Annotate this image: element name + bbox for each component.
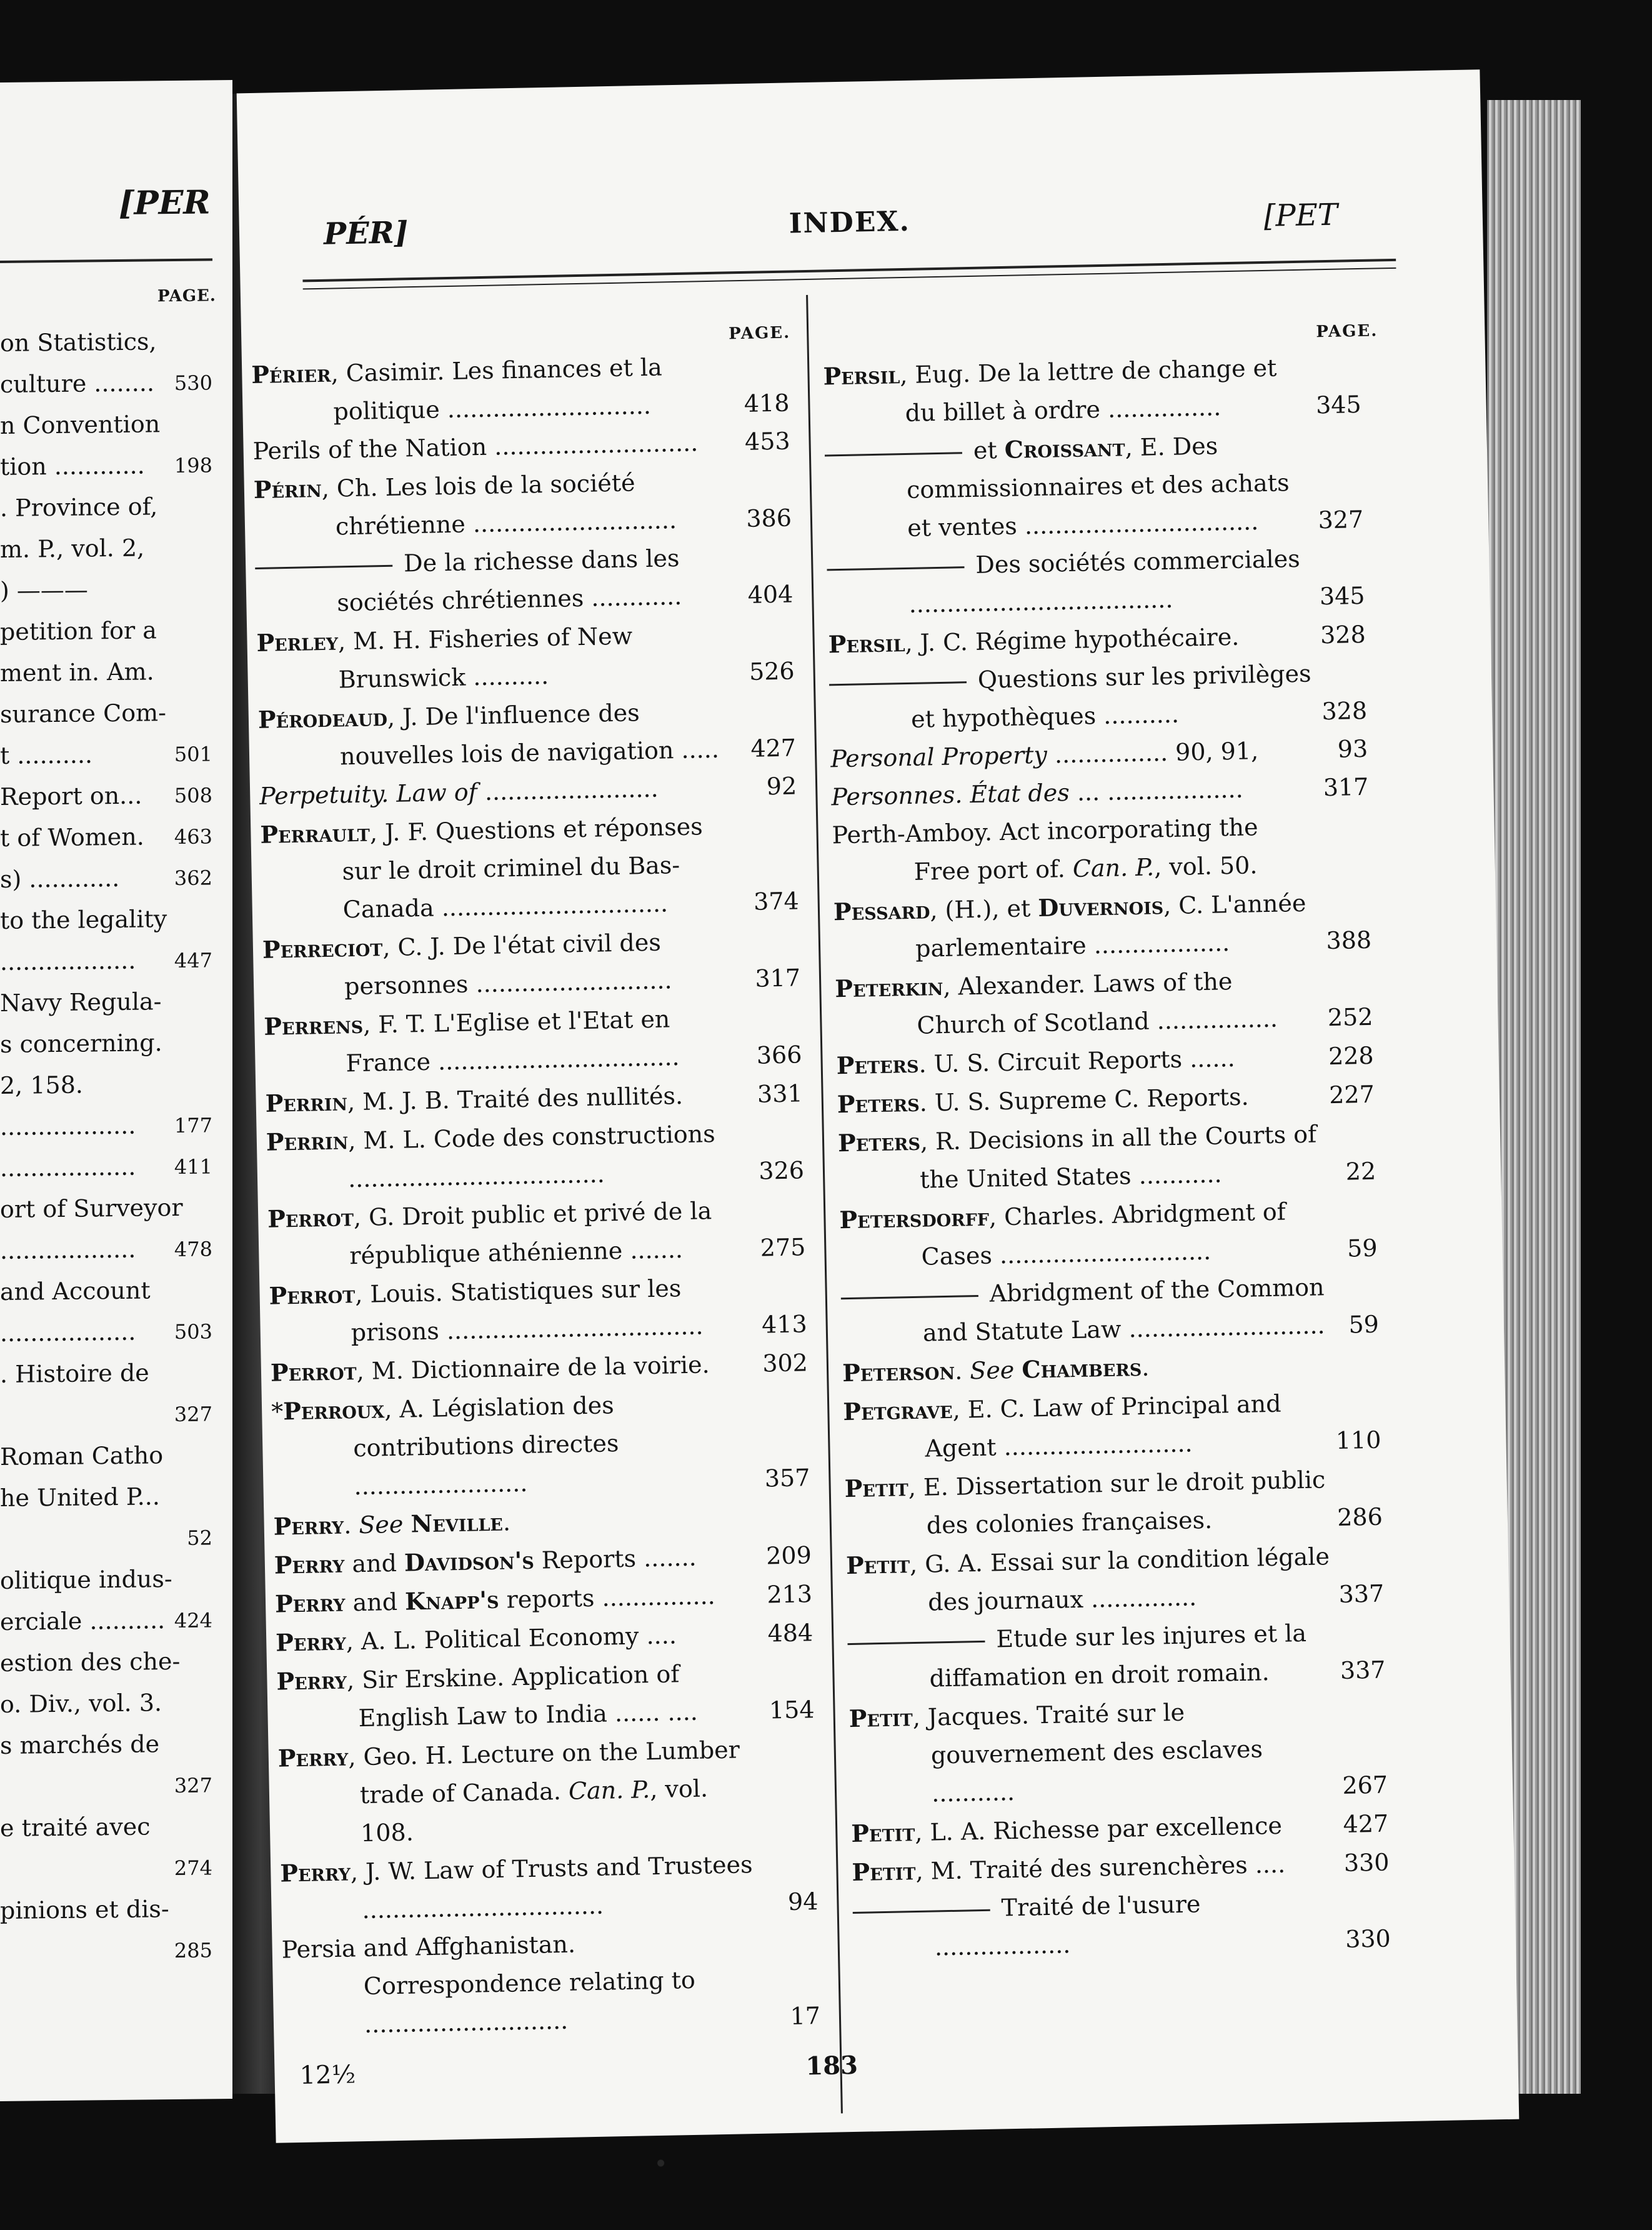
index-entry	[264, 997, 802, 1084]
index-entry-text: Des sociétés commerciales ...................................	[827, 539, 1365, 625]
left-page-line: s marchés de	[0, 1730, 160, 1759]
index-entry-page: 302	[762, 1349, 809, 1378]
left-page-line: olitique indus-	[0, 1565, 172, 1594]
index-entry-page: 345	[1319, 581, 1365, 611]
left-page-line: t ..........	[0, 741, 93, 769]
index-entry-page: 374	[753, 887, 800, 916]
index-entry	[277, 1729, 817, 1854]
index-entry	[280, 1844, 819, 1931]
index-entry-text: Périn, Ch. Les lois de la société chrétienne ...........................	[253, 469, 677, 541]
index-entry-text: Peters. U. S. Supreme C. Reports.	[837, 1082, 1249, 1119]
left-page-line: 2, 158.	[0, 1071, 83, 1099]
index-entry	[840, 1268, 1379, 1354]
left-page-line-page: 478	[174, 1237, 212, 1262]
index-entry-page: 213	[767, 1580, 813, 1609]
left-page-line: culture ........	[0, 369, 155, 398]
left-page-line: . Histoire de	[0, 1359, 149, 1388]
index-entry	[846, 1536, 1385, 1623]
index-entry	[823, 347, 1361, 434]
left-page-line-page: 285	[174, 1938, 212, 1963]
left-page-line: on Statistics,	[0, 328, 157, 357]
index-entry-text: Peters, R. Decisions in all the Courts of the United States ...........	[837, 1120, 1317, 1194]
left-page-line-page: 447	[174, 948, 212, 973]
index-entry	[262, 920, 800, 1007]
index-entry-text: Peterson. See Chambers.	[842, 1352, 1150, 1388]
index-entry-text: Petit, M. Traité des surenchères ....	[852, 1850, 1286, 1887]
index-entry-page: 92	[766, 772, 797, 801]
left-page-line: ..................	[0, 1152, 136, 1182]
index-entry-text: Perrot, G. Droit public et privé de la république athénienne .......	[267, 1197, 712, 1270]
index-entry-page: 427	[1343, 1809, 1389, 1838]
left-page-line: he United P...	[0, 1482, 160, 1512]
left-page-line: s) ............	[0, 864, 120, 893]
index-entry-text: Petit, L. A. Richesse par excellence	[850, 1811, 1283, 1848]
index-entry	[269, 1266, 807, 1353]
index-entry-page: 22	[1345, 1157, 1376, 1186]
index-entry-page: 337	[1340, 1656, 1386, 1684]
left-page-line: e traité avec	[0, 1812, 151, 1842]
left-page-page-label: PAGE.	[157, 286, 216, 306]
index-entry	[257, 690, 796, 777]
index-entry-page: 526	[749, 657, 795, 686]
index-column-left	[251, 346, 821, 2046]
index-entry	[835, 959, 1373, 1046]
index-entry-page: 252	[1327, 1002, 1373, 1032]
index-entry-text: Perpetuity. Law of .......................	[259, 774, 659, 810]
index-entry	[255, 537, 794, 623]
left-page-line-page: 503	[174, 1319, 212, 1344]
index-entry	[848, 1689, 1388, 1814]
index-entry-page: 345	[1315, 390, 1362, 419]
index-entry-text: Perry, Geo. H. Lecture on the Lumber trade of Canada. Can. P., vol. 108.	[277, 1736, 740, 1848]
index-entry-text: Persil, J. C. Régime hypothécaire.	[828, 622, 1240, 659]
index-entry-text: Abridgment of the Common and Statute Law ..........................	[840, 1268, 1379, 1354]
left-page-line-page: 177	[174, 1113, 212, 1138]
index-entry-text: Perry, A. L. Political Economy ....	[275, 1621, 677, 1657]
index-entry	[827, 539, 1365, 625]
index-entry-page: 427	[750, 734, 797, 762]
right-column-page-label: PAGE.	[1316, 321, 1378, 342]
index-entry	[271, 1382, 810, 1507]
left-page-line-page: 424	[174, 1608, 212, 1633]
index-entry-text: Perrot, Louis. Statistiques sur les prisons ..................................	[269, 1274, 704, 1347]
left-page-line-page: 52	[187, 1526, 212, 1550]
index-entry-text: Traité de l'usure ..................	[852, 1882, 1391, 1968]
index-entry-page: 275	[760, 1233, 806, 1262]
signature-mark: 12½	[299, 2060, 356, 2091]
index-entry	[276, 1652, 815, 1739]
index-entry-text: *Perroux, A. Législation des contributions directes .......................	[271, 1391, 619, 1501]
index-entry	[833, 882, 1371, 969]
running-head-right: [PET	[1263, 197, 1338, 234]
index-entry-page: 366	[756, 1041, 802, 1069]
index-entry	[843, 1382, 1381, 1469]
index-entry	[260, 805, 799, 930]
index-entry	[852, 1882, 1391, 1968]
index-entry-text: Perrens, F. T. L'Eglise et l'Etat en France ................................	[263, 1005, 680, 1078]
index-entry-page: 267	[1342, 1771, 1388, 1799]
index-entry-page: 330	[1343, 1848, 1390, 1877]
index-entry-text: Petit, Jacques. Traité sur le gouvernement des esclaves ...........	[848, 1698, 1263, 1808]
index-entry	[828, 654, 1367, 740]
index-entry-page: 17	[790, 2002, 821, 2030]
index-entry-page: 413	[761, 1310, 808, 1339]
index-entry-text: Perry, J. W. Law of Trusts and Trustees ................................	[279, 1851, 753, 1924]
index-entry-page: 418	[744, 389, 790, 418]
index-entry-page: 94	[787, 1888, 819, 1916]
left-page-line: to the legality	[0, 905, 167, 934]
index-entry-page: 59	[1348, 1310, 1380, 1339]
left-page-line-page: 530	[174, 371, 212, 396]
page-number: 183	[805, 2050, 858, 2081]
left-page-line: erciale ..........	[0, 1606, 166, 1636]
index-entry-text: Petit, G. A. Essai sur la condition légale des journaux ..............	[845, 1542, 1330, 1616]
index-entry-text: Perrot, M. Dictionnaire de la voirie.	[270, 1351, 710, 1387]
index-entry-page: 388	[1326, 926, 1372, 955]
index-entry-page: 328	[1321, 696, 1368, 726]
index-entry-text: Petersdorff, Charles. Abridgment of Cases ............................	[839, 1198, 1286, 1271]
left-page-line: n Convention	[0, 410, 161, 439]
index-entry	[832, 806, 1370, 892]
index-entry-page: 93	[1337, 734, 1368, 763]
index-entry-text: Perry and Knapp's reports ...............	[274, 1582, 716, 1618]
left-page-line: m. P., vol. 2,	[0, 534, 145, 563]
running-head-left: PÉR]	[323, 215, 409, 252]
index-entry-text: Peters. U. S. Circuit Reports ......	[836, 1044, 1235, 1080]
index-entry-text: Questions sur les privilèges et hypothèques ..........	[828, 654, 1367, 740]
index-entry-text: Persia and Affghanistan. Correspondence relating to ...........................	[281, 1930, 696, 2039]
index-column-right	[823, 347, 1391, 1968]
index-entry-page: 453	[744, 427, 790, 456]
left-page-line: surance Com-	[0, 699, 166, 728]
index-entry-page: 404	[747, 580, 794, 609]
index-entry-text: Persil, Eug. De la lettre de change et du billet à ordre ...............	[823, 354, 1277, 427]
left-page-line: o. Div., vol. 3.	[0, 1689, 162, 1718]
index-entry	[847, 1613, 1386, 1699]
left-page-line: s concerning.	[0, 1029, 162, 1058]
index-entry-text: De la richesse dans les sociétés chrétiennes ............	[255, 537, 794, 623]
index-entry	[824, 424, 1363, 549]
index-entry-page: 154	[769, 1696, 815, 1724]
left-page-line: Report on...	[0, 781, 142, 811]
index-entry-text: Perrault, J. F. Questions et réponses sur le droit criminel du Bas-Canada ..............................	[260, 812, 704, 924]
index-entry-text: Périer, Casimir. Les finances et la politique ...........................	[251, 353, 663, 426]
left-page-line-page: 411	[174, 1154, 212, 1179]
index-entry-text: Perry and Davidson's Reports .......	[274, 1543, 697, 1579]
left-page-line-page: 327	[174, 1773, 212, 1798]
index-entry-text: Peterkin, Alexander. Laws of the Church of Scotland ................	[834, 968, 1278, 1039]
index-entry	[839, 1191, 1378, 1278]
index-entry	[266, 1112, 804, 1199]
index-entry	[256, 613, 795, 700]
index-entry-page: 227	[1328, 1080, 1375, 1109]
left-page-line: ..................	[0, 946, 136, 976]
left-page-line-page: 463	[174, 824, 212, 849]
index-entry-text: Perrin, M. J. B. Traité des nullités.	[265, 1081, 684, 1118]
left-page-line: ) ———	[0, 576, 88, 604]
left-page-line-page: 501	[174, 742, 212, 767]
left-column-page-label: PAGE.	[728, 323, 791, 344]
index-entry-text: Perreciot, C. J. De l'état civil des personnes ..........................	[262, 928, 672, 1001]
index-entry-page: 317	[755, 964, 801, 992]
index-entry-page: 59	[1346, 1234, 1378, 1262]
index-entry-page: 317	[1323, 772, 1369, 802]
left-page-line: tion ............	[0, 451, 145, 481]
left-page-line-page: 508	[174, 783, 212, 808]
left-page-line-page: 327	[174, 1402, 212, 1427]
left-page-line: ment in. Am.	[0, 658, 154, 687]
index-entry-page: 484	[767, 1619, 814, 1648]
left-facing-page	[0, 80, 232, 2101]
index-entry	[838, 1114, 1376, 1201]
left-page-line-page: 362	[174, 866, 212, 891]
running-head-title: INDEX.	[789, 205, 911, 240]
left-page-rule	[0, 258, 212, 263]
index-entry-text: Personal Property ............... 90, 91,	[830, 737, 1259, 773]
index-entry-page: 328	[1320, 620, 1366, 649]
left-page-line: t of Women.	[0, 822, 144, 852]
index-entry	[844, 1459, 1383, 1546]
index-page	[237, 69, 1520, 2143]
index-entry	[267, 1189, 806, 1276]
index-entry-text: Etude sur les injures et la diffamation en droit romain.	[847, 1613, 1386, 1699]
index-entry-text: et Croissant, E. Des commissionnaires et des achats et ventes ...............................	[824, 424, 1363, 549]
index-entry-text: Pessard, (H.), et Duvernois, C. L'année parlementaire ..................	[833, 889, 1306, 962]
index-entry-page: 357	[764, 1464, 810, 1492]
left-page-line: pinions et dis-	[0, 1895, 169, 1924]
left-page-line: Navy Regula-	[0, 988, 162, 1017]
index-entry-text: Perley, M. H. Fisheries of New Brunswick ..........	[256, 622, 633, 694]
index-entry-page: 330	[1345, 1924, 1391, 1953]
left-page-line: ..................	[0, 1111, 136, 1141]
index-entry	[251, 346, 790, 432]
index-entry-text: Pérodeaud, J. De l'influence des nouvelles lois de navigation .....	[257, 699, 720, 771]
index-entry-text: Perrin, M. L. Code des constructions ..................................	[266, 1120, 716, 1193]
left-page-line: . Province of,	[0, 492, 158, 522]
index-entry-page: 209	[765, 1541, 812, 1570]
left-page-line: ..................	[0, 1235, 136, 1264]
index-entry-text: Perry, Sir Erskine. Application of English Law to India ...... ....	[276, 1660, 699, 1732]
index-entry-page: 286	[1336, 1502, 1383, 1532]
index-entry-page: 228	[1328, 1041, 1375, 1071]
index-entry-text: Perth-Amboy. Act incorporating the Free port of. Can. P., vol. 50.	[832, 813, 1258, 886]
index-entry-page: 386	[745, 504, 792, 532]
left-page-line: ort of Surveyor	[0, 1193, 183, 1223]
index-entry-text: Petgrave, E. C. Law of Principal and Agent .........................	[842, 1389, 1281, 1462]
index-entry-text: Perry. See Neville.	[273, 1508, 511, 1541]
index-entry-text: Petit, E. Dissertation sur le droit public des colonies françaises.	[844, 1466, 1326, 1539]
index-entry	[281, 1921, 820, 2045]
left-page-line: ..................	[0, 1318, 136, 1347]
left-page-line: petition for a	[0, 616, 157, 646]
index-entry-page: 327	[1318, 505, 1364, 534]
left-page-line: estion des che-	[0, 1647, 181, 1677]
index-entry-page: 337	[1338, 1579, 1385, 1608]
index-entry	[253, 460, 792, 547]
index-entry-text: Personnes. État des ... ..................	[831, 775, 1243, 811]
index-entry-text: Perils of the Nation ...........................	[252, 429, 699, 466]
left-page-line-page: 274	[174, 1856, 212, 1881]
left-page-line: Roman Catho	[0, 1441, 164, 1471]
index-entry-page: 326	[759, 1156, 805, 1185]
left-page-line: and Account	[0, 1276, 151, 1306]
index-entry-page: 331	[757, 1079, 804, 1108]
left-page-line-page: 198	[174, 453, 212, 478]
index-entry-page: 110	[1335, 1426, 1381, 1455]
left-page-running-head: [PER	[119, 183, 211, 222]
